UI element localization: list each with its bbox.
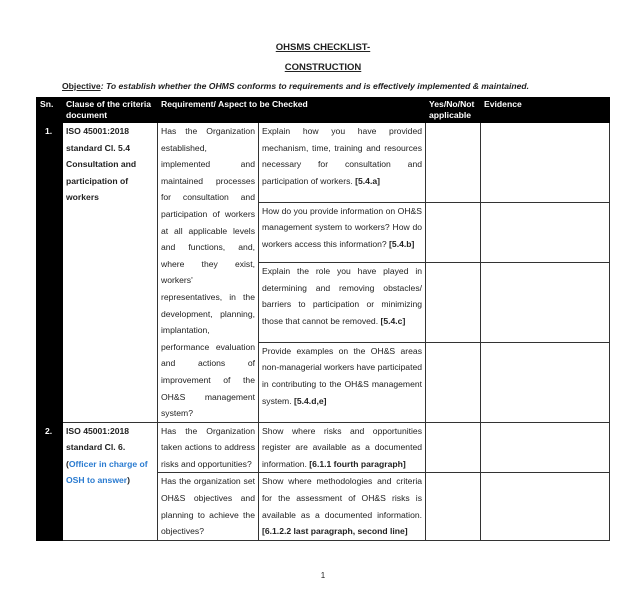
question-cell	[259, 342, 426, 422]
checklist-table	[36, 97, 610, 541]
clause-text: ISO 45001:2018 standard Cl. 6.	[66, 425, 130, 453]
document-subtitle: CONSTRUCTION	[284, 62, 362, 73]
yesno-cell[interactable]	[426, 263, 481, 343]
question-text: Provide examples on the OH&S areas non-managerial workers have participated in contributing to the OH&S management system.	[262, 345, 423, 406]
question-text: Explain how you have provided mechanism, time, training and resources necessary for consultation and participation of workers.	[262, 126, 423, 186]
question-text: Explain the role you have played in determining and removing obstacles/ barriers to participation or minimizing those that cannot be removed.	[262, 266, 423, 326]
question-text: Show where risks and opportunities register are available as a documented information.	[262, 425, 423, 469]
question-cell	[259, 263, 426, 343]
clause-ref: [5.4.b]	[389, 239, 415, 250]
evidence-cell[interactable]	[481, 263, 610, 343]
yesno-cell[interactable]	[426, 202, 481, 262]
table-row	[37, 422, 610, 473]
evidence-cell[interactable]	[481, 342, 610, 422]
clause-ref: [6.1.1 fourth paragraph]	[309, 458, 406, 469]
question-text: Show where methodologies and criteria for the assessment of OH&S risks is available as a documented information.	[262, 476, 423, 520]
header-clause: Clause of the criteria document	[63, 98, 158, 123]
table-row	[37, 123, 610, 203]
header-requirement: Requirement/ Aspect to be Checked	[158, 98, 426, 123]
yesno-cell[interactable]	[426, 342, 481, 422]
row-sn: 1.	[37, 123, 63, 423]
row-requirement: Has the Organization established, implemented and maintained processes for consultation and participation of workers at all applicable levels and functions, and, where they exist, workers' representatives, in the development, planning, implantation, performance evaluation and actions of improvement of the OH&S management system?	[158, 123, 259, 423]
page-number: 1	[320, 570, 326, 580]
header-evidence: Evidence	[481, 98, 610, 123]
question-text: How do you provide information on OH&S management system to workers? How do workers access this information?	[262, 205, 423, 250]
question-cell	[259, 422, 426, 473]
header-sn: Sn.	[37, 98, 63, 123]
row-requirement: Has the organization set OH&S objectives and planning to achieve the objectives?	[158, 473, 259, 540]
question-cell	[259, 123, 426, 203]
yesno-cell[interactable]	[426, 422, 481, 473]
row-clause: ISO 45001:2018 standard Cl. 6. (Officer in charge of OSH to answer)	[63, 422, 158, 540]
yesno-cell[interactable]	[426, 123, 481, 203]
row-requirement: Has the Organization taken actions to address risks and opportunities?	[158, 422, 259, 473]
objective-text: : To establish whether the OHMS conforms to requirements and is effectively implemented & maintained.	[100, 81, 530, 91]
question-cell	[259, 202, 426, 262]
objective-label: Objective	[62, 81, 101, 91]
question-cell	[259, 473, 426, 540]
evidence-cell[interactable]	[481, 123, 610, 203]
clause-ref: [5.4.d,e]	[294, 395, 327, 406]
evidence-cell[interactable]	[481, 422, 610, 473]
clause-ref: [5.4.c]	[380, 315, 406, 326]
document-title: OHSMS CHECKLIST-	[275, 42, 371, 53]
row-clause: ISO 45001:2018 standard Cl. 5.4 Consultation and participation of workers	[63, 123, 158, 423]
clause-ref: [5.4.a]	[355, 175, 380, 186]
table-header-row	[37, 98, 610, 123]
row-sn: 2.	[37, 422, 63, 540]
evidence-cell[interactable]	[481, 473, 610, 540]
clause-ref: [6.1.2.2 last paragraph, second line]	[262, 526, 408, 537]
yesno-cell[interactable]	[426, 473, 481, 540]
objective	[62, 81, 610, 92]
evidence-cell[interactable]	[481, 202, 610, 262]
header-yesno: Yes/No/Not applicable	[426, 98, 481, 123]
clause-note: Officer in charge of OSH to answer	[66, 458, 148, 486]
